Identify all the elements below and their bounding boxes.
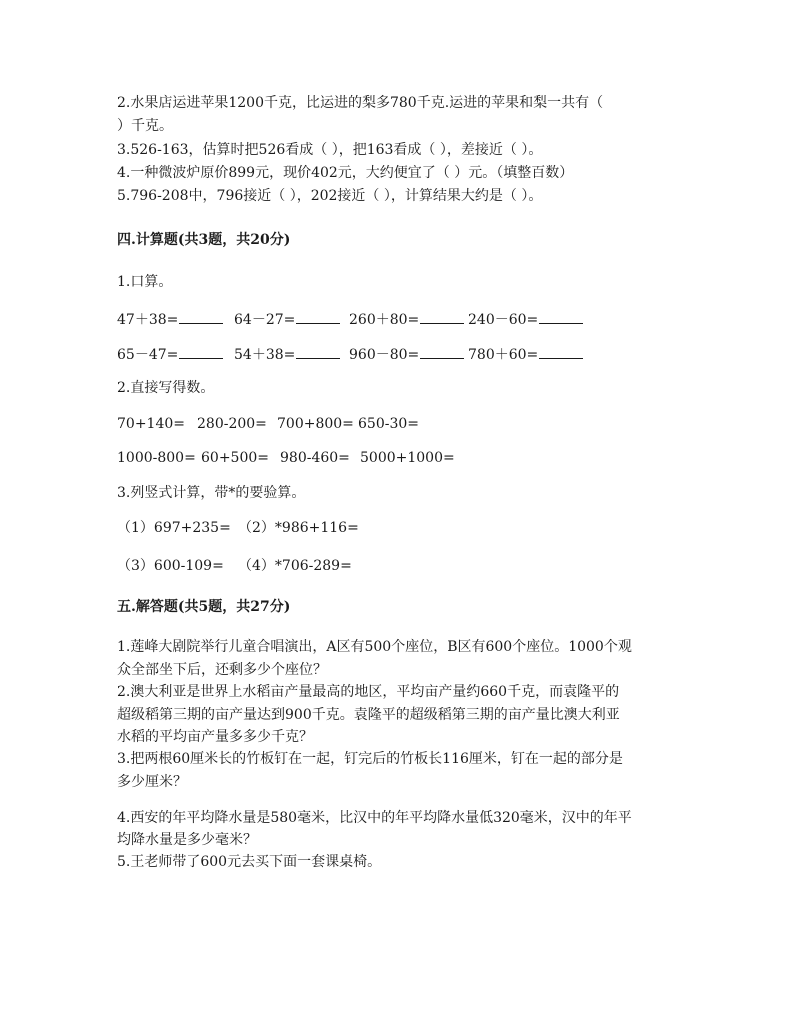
answer-blank (539, 309, 583, 324)
oral-item: 54＋38= (234, 344, 340, 365)
direct-item: 70+140= (117, 416, 185, 432)
answer-blank (179, 344, 223, 359)
oral-calc-title: 1.口算。 (117, 274, 173, 290)
word-q5: 5.王老师带了600元去买下面一套课桌椅。 (117, 854, 382, 870)
vertical-item: （1）697+235= (117, 520, 231, 536)
direct-answer-title: 2.直接写得数。 (117, 380, 215, 396)
vertical-item: （3）600-109= (117, 558, 224, 574)
answer-blank (296, 344, 340, 359)
fill-q2-line1: 2.水果店运进苹果1200千克，比运进的梨多780千克.运进的苹果和梨一共有（ (117, 95, 604, 111)
answer-blank (420, 344, 464, 359)
direct-item: 700+800= (277, 416, 354, 432)
fill-q3: 3.526-163，估算时把526看成（ ），把163看成（ ），差接近（ ）。 (117, 142, 543, 158)
vertical-item: （4）*706-289= (238, 558, 352, 574)
direct-item: 980-460= (280, 450, 350, 466)
fill-q5: 5.796-208中，796接近（ ），202接近（ ），计算结果大约是（ ）。 (117, 188, 543, 204)
vertical-calc-title: 3.列竖式计算，带*的要验算。 (117, 485, 306, 501)
fill-q4: 4.一种微波炉原价899元，现价402元，大约便宜了（ ）元。（填整百数） (117, 165, 574, 181)
word-q4-line2: 均降水量是多少毫米？ (117, 832, 257, 848)
word-q4-line1: 4.西安的年平均降水量是580毫米，比汉中的年平均降水量低320毫米，汉中的年平 (117, 810, 632, 826)
direct-item: 280-200= (197, 416, 267, 432)
word-q3-line2: 多少厘米？ (117, 774, 187, 790)
answer-blank (296, 309, 340, 324)
oral-item: 64－27= (234, 309, 340, 330)
section5-heading: 五.解答题(共5题，共27分) (117, 599, 291, 615)
direct-item: 5000+1000= (360, 450, 455, 466)
answer-blank (539, 344, 583, 359)
vertical-item: （2）*986+116= (238, 520, 359, 536)
word-q2-line3: 水稻的平均亩产量多多少千克？ (117, 729, 313, 745)
section4-heading: 四.计算题(共3题，共20分) (117, 232, 291, 248)
oral-item: 47＋38= (117, 309, 223, 330)
word-q2-line2: 超级稻第三期的亩产量达到900千克。袁隆平的超级稻第三期的亩产量比澳大利亚 (117, 707, 620, 723)
direct-item: 60+500= (201, 450, 269, 466)
word-q1-line2: 众全部坐下后，还剩多少个座位？ (117, 662, 327, 678)
word-q3-line1: 3.把两根60厘米长的竹板钉在一起，钉完后的竹板长116厘米，钉在一起的部分是 (117, 751, 623, 767)
word-q2-line1: 2.澳大利亚是世界上水稻亩产量最高的地区，平均亩产量约660千克，而袁隆平的 (117, 684, 620, 700)
answer-blank (420, 309, 464, 324)
oral-item: 260＋80= (349, 309, 464, 330)
answer-blank (179, 309, 223, 324)
direct-item: 1000-800= (117, 450, 196, 466)
oral-item: 960－80= (349, 344, 464, 365)
oral-item: 65－47= (117, 344, 223, 365)
oral-item: 780＋60= (468, 344, 583, 365)
oral-item: 240－60= (468, 309, 583, 330)
word-q1-line1: 1.莲峰大剧院举行儿童合唱演出，A区有500个座位，B区有600个座位。1000个观 (117, 639, 632, 655)
fill-q2-line2: ）千克。 (117, 118, 173, 134)
direct-item: 650-30= (358, 416, 419, 432)
